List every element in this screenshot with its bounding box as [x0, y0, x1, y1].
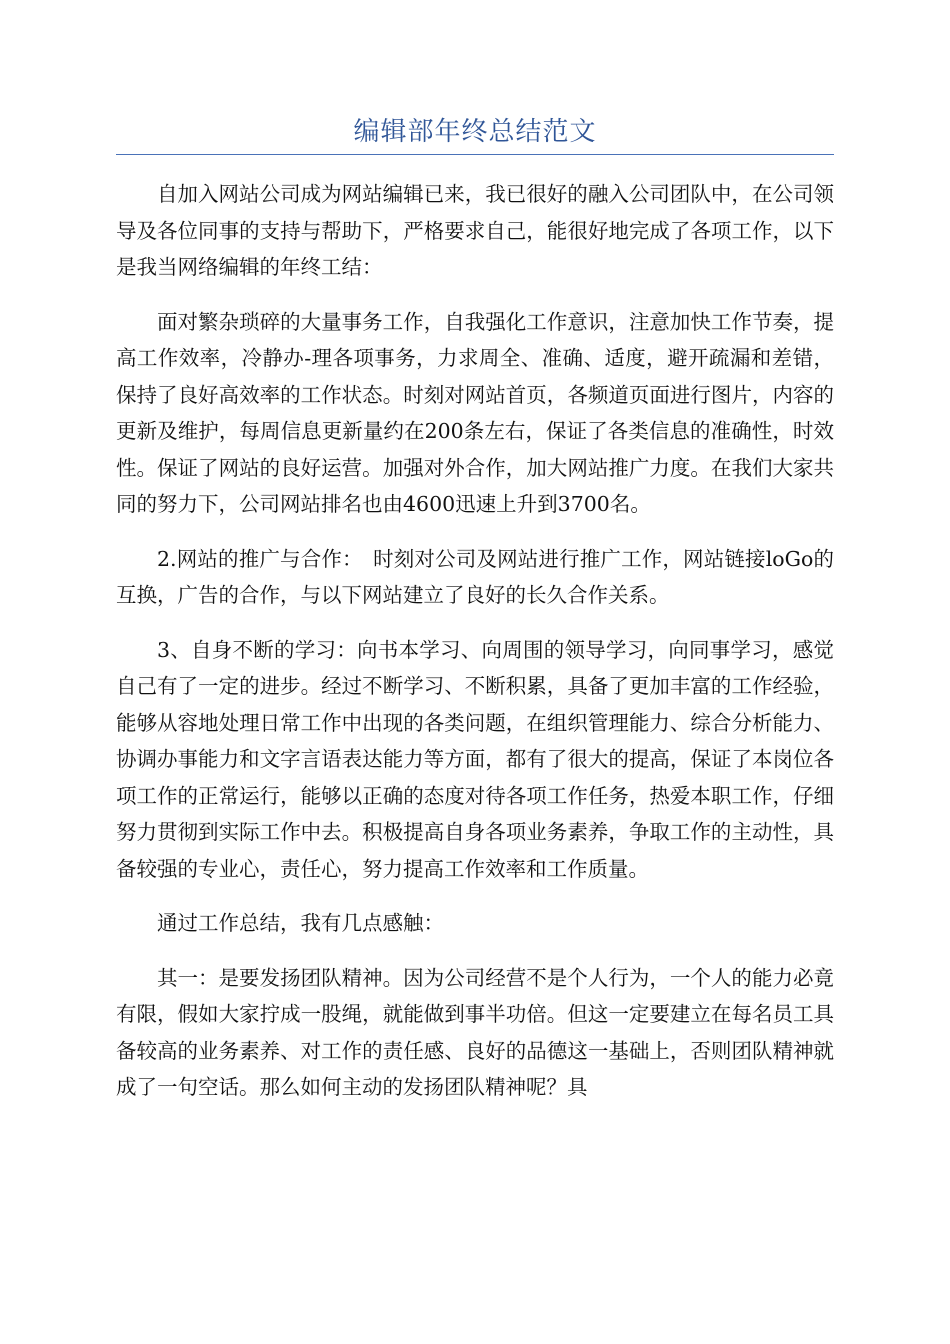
paragraph-self-learning: 3、自身不断的学习：向书本学习、向周围的领导学习，向同事学习，感觉自己有了一定的进步。经过不断学习、不断积累，具备了更加丰富的工作经验，能够从容地处理日常工作中出现的各类问题，在组织管理能力、综合分析能力、协调办事能力和文字言语表达能力等方面，都有了很大的提高，保证了本岗位各项工作的正常运行，能够以正确的态度对待各项工作任务，热爱本职工作，仔细努力贯彻到实际工作中去。积极提高自身各项业务素养，争取工作的主动性，具备较强的专业心，责任心，努力提高工作效率和工作质量。	[116, 637, 834, 881]
document-body	[116, 176, 834, 1124]
paragraph-work-efficiency: 面对繁杂琐碎的大量事务工作，自我强化工作意识，注意加快工作节奏，提高工作效率，冷静办-理各项事务，力求周全、准确、适度，避开疏漏和差错，保持了良好高效率的工作状态。时刻对网站首页，各频道页面进行图片，内容的更新及维护，每周信息更新量约在200条左右，保证了各类信息的准确性，时效性。保证了网站的良好运营。加强对外合作，加大网站推广力度。在我们大家共同的努力下，公司网站排名也由4600迅速上升到3700名。	[116, 309, 834, 516]
paragraph-team-spirit: 其一：是要发扬团队精神。因为公司经营不是个人行为，一个人的能力必竟有限，假如大家拧成一股绳，就能做到事半功倍。但这一定要建立在每名员工具备较高的业务素养、对工作的责任感、良好的品德这一基础上，否则团队精神就成了一句空话。那么如何主动的发扬团队精神呢？具	[116, 965, 834, 1099]
document-title: 编辑部年终总结范文	[353, 117, 597, 147]
title-underline	[116, 154, 834, 155]
paragraph-reflections-intro: 通过工作总结，我有几点感触：	[157, 911, 444, 935]
paragraph-promotion: 2.网站的推广与合作： 时刻对公司及网站进行推广工作，网站链接loGo的互换，广告的合作，与以下网站建立了良好的长久合作关系。	[116, 546, 834, 607]
paragraph-intro: 自加入网站公司成为网站编辑已来，我已很好的融入公司团队中，在公司领导及各位同事的支持与帮助下，严格要求自己，能很好地完成了各项工作，以下是我当网络编辑的年终工结：	[116, 182, 834, 279]
